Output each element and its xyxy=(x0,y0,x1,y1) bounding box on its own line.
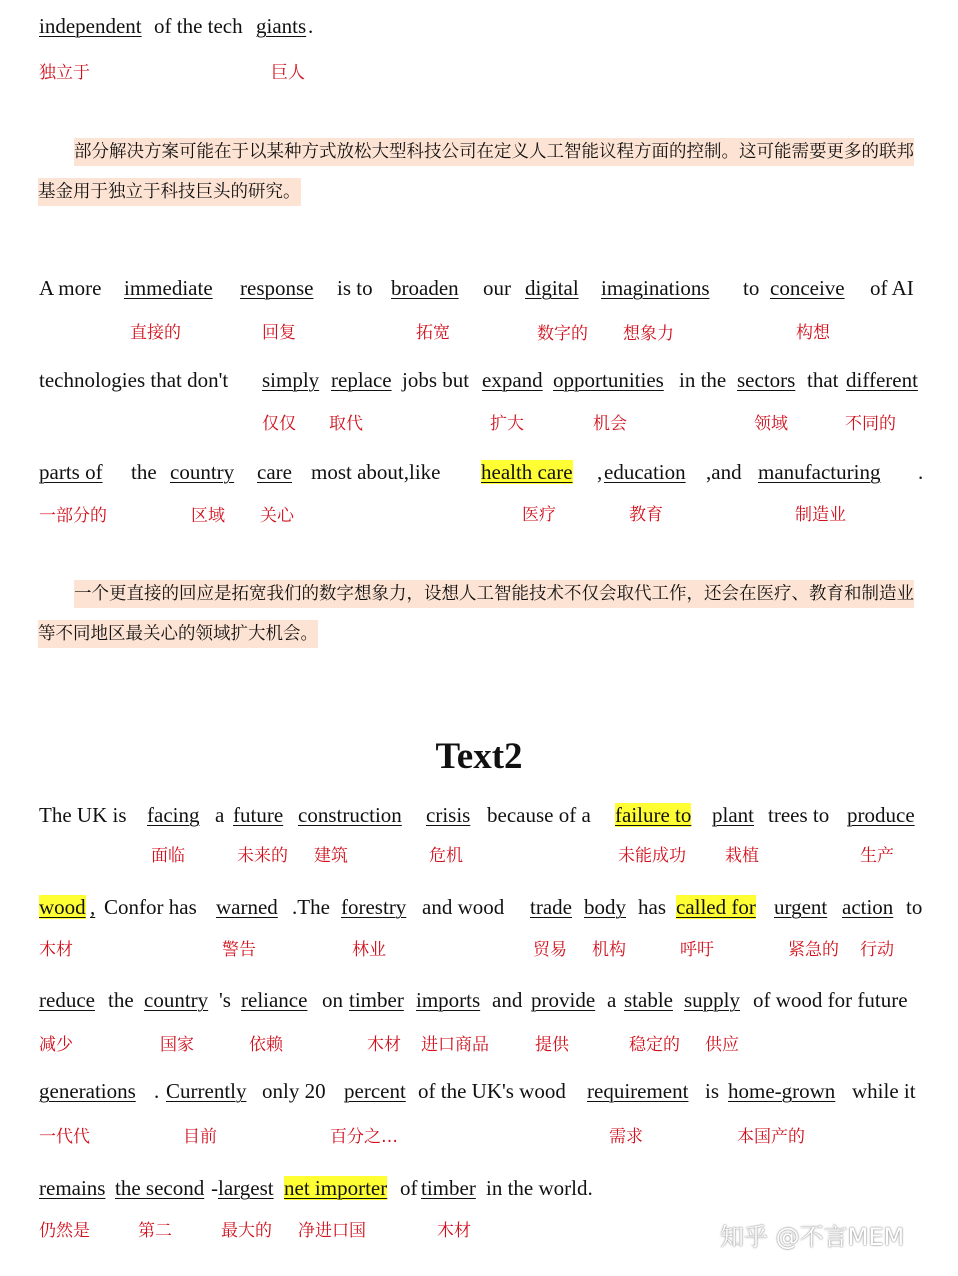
gloss: 构想 xyxy=(796,323,830,343)
word: home-grown xyxy=(728,1079,836,1103)
text: is xyxy=(705,1079,720,1103)
text: 's xyxy=(219,988,231,1012)
text: of the UK's wood xyxy=(418,1079,566,1103)
word: country xyxy=(170,460,235,484)
gloss: 目前 xyxy=(183,1127,217,1147)
text: that xyxy=(807,368,839,392)
text: . xyxy=(918,460,924,484)
gloss: 木材 xyxy=(437,1221,471,1241)
word: giants xyxy=(256,14,307,38)
word: digital xyxy=(525,276,579,300)
gloss: 直接的 xyxy=(130,323,181,343)
word: facing xyxy=(147,803,200,827)
highlighted-word: called for xyxy=(676,895,756,919)
gloss: 危机 xyxy=(429,846,463,866)
gloss: 关心 xyxy=(260,506,294,526)
text: in the world. xyxy=(486,1176,593,1200)
text: a xyxy=(215,803,225,827)
gloss: 减少 xyxy=(39,1035,73,1055)
gloss: 教育 xyxy=(629,505,663,525)
gloss: 取代 xyxy=(329,414,363,434)
gloss: 本国产的 xyxy=(737,1127,805,1147)
chinese-translation-1: 部分解决方案可能在于以某种方式放松大型科技公司在定义人工智能议程方面的控制。这可能需要更多的联邦基金用于独立于科技巨头的研究。 xyxy=(38,132,926,212)
word: warned xyxy=(216,895,278,919)
word: construction xyxy=(298,803,402,827)
text: Confor has xyxy=(104,895,197,919)
gloss: 数字的 xyxy=(537,324,588,344)
word: replace xyxy=(331,368,392,392)
text: and wood xyxy=(422,895,505,919)
word: broaden xyxy=(391,276,459,300)
gloss: 仅仅 xyxy=(262,414,296,434)
word: provide xyxy=(531,988,596,1012)
text: because of a xyxy=(487,803,591,827)
text: . xyxy=(154,1079,160,1103)
gloss: 贸易 xyxy=(533,940,567,960)
text: a xyxy=(607,988,617,1012)
text: the xyxy=(108,988,134,1012)
word: care xyxy=(257,460,292,484)
word: Currently xyxy=(166,1079,247,1103)
gloss: 栽植 xyxy=(725,846,759,866)
text: on xyxy=(322,988,343,1012)
word: opportunities xyxy=(553,368,664,392)
word: stable xyxy=(624,988,673,1012)
gloss: 进口商品 xyxy=(421,1035,489,1055)
text: . xyxy=(308,14,314,38)
gloss: 机构 xyxy=(592,940,626,960)
word: manufacturing xyxy=(758,460,881,484)
text: only 20 xyxy=(262,1079,326,1103)
gloss: 未能成功 xyxy=(618,846,686,866)
gloss: 木材 xyxy=(367,1035,401,1055)
gloss: 制造业 xyxy=(795,505,846,525)
text: The UK is xyxy=(39,803,127,827)
gloss: 扩大 xyxy=(490,414,524,434)
watermark: 知乎 @不言MEM xyxy=(720,1223,905,1251)
gloss: 领域 xyxy=(754,414,788,434)
word: requirement xyxy=(587,1079,689,1103)
text: trees to xyxy=(768,803,830,827)
text: to xyxy=(743,276,760,300)
gloss: 一代代 xyxy=(39,1127,90,1147)
gloss: 行动 xyxy=(860,940,894,960)
gloss: 回复 xyxy=(262,323,296,343)
word: imports xyxy=(416,988,481,1012)
section-title: Text2 xyxy=(435,736,523,777)
gloss: 区域 xyxy=(191,506,225,526)
text: of xyxy=(400,1176,418,1200)
text: while it xyxy=(852,1079,916,1103)
text: jobs but xyxy=(402,368,470,392)
word: the second xyxy=(115,1176,205,1200)
word: reduce xyxy=(39,988,95,1012)
gloss: 建筑 xyxy=(314,846,348,866)
gloss: 未来的 xyxy=(237,846,288,866)
highlighted-word: failure to xyxy=(615,803,692,827)
text: A more xyxy=(39,276,102,300)
gloss: 净进口国 xyxy=(298,1221,366,1241)
text: , xyxy=(597,460,603,484)
gloss: 百分之… xyxy=(330,1127,398,1147)
word: country xyxy=(144,988,209,1012)
gloss: 一部分的 xyxy=(39,506,107,526)
word: generations xyxy=(39,1079,136,1103)
word: produce xyxy=(847,803,915,827)
gloss: 仍然是 xyxy=(39,1221,90,1241)
text: of the tech xyxy=(154,14,243,38)
text: of wood for future xyxy=(753,988,908,1012)
gloss: 警告 xyxy=(222,940,256,960)
word: future xyxy=(233,803,284,827)
word: parts of xyxy=(39,460,103,484)
text: to xyxy=(906,895,923,919)
text: has xyxy=(638,895,666,919)
gloss: 医疗 xyxy=(522,505,556,525)
word: conceive xyxy=(770,276,845,300)
gloss: 第二 xyxy=(138,1221,172,1241)
word: reliance xyxy=(241,988,308,1012)
text: , xyxy=(90,895,96,919)
word: different xyxy=(846,368,918,392)
text: ,and xyxy=(706,460,742,484)
word: trade xyxy=(530,895,572,919)
word: percent xyxy=(344,1079,406,1103)
chinese-translation-2: 一个更直接的回应是拓宽我们的数字想象力，设想人工智能技术不仅会取代工作，还会在医疗、教育和制造业等不同地区最关心的领域扩大机会。 xyxy=(38,574,926,654)
word: urgent xyxy=(774,895,828,919)
gloss: 想象力 xyxy=(623,324,674,344)
word: body xyxy=(584,895,626,919)
gloss: 面临 xyxy=(151,846,185,866)
word: crisis xyxy=(426,803,471,827)
gloss: 提供 xyxy=(535,1035,569,1055)
word: supply xyxy=(684,988,741,1012)
text: the xyxy=(131,460,157,484)
gloss: 国家 xyxy=(160,1035,194,1055)
gloss: 依赖 xyxy=(249,1035,283,1055)
word: education xyxy=(604,460,686,484)
text: our xyxy=(483,276,511,300)
word: imaginations xyxy=(601,276,710,300)
word: sectors xyxy=(737,368,796,392)
gloss: 生产 xyxy=(860,846,894,866)
gloss: 紧急的 xyxy=(788,940,839,960)
text: in the xyxy=(679,368,727,392)
text: technologies that don't xyxy=(39,368,229,392)
text: most about,like xyxy=(311,460,441,484)
text: of AI xyxy=(870,276,914,300)
word: independent xyxy=(39,14,142,38)
word: forestry xyxy=(341,895,407,919)
word: response xyxy=(240,276,314,300)
word: timber xyxy=(421,1176,476,1200)
gloss: 最大的 xyxy=(221,1221,272,1241)
text: - xyxy=(211,1176,218,1200)
highlighted-word: net importer xyxy=(284,1176,388,1200)
gloss: 不同的 xyxy=(845,414,896,434)
gloss: 林业 xyxy=(352,940,386,960)
word: timber xyxy=(349,988,404,1012)
text: and xyxy=(492,988,523,1012)
word: largest xyxy=(218,1176,274,1200)
gloss: 独立于 xyxy=(39,63,90,83)
word: immediate xyxy=(124,276,213,300)
gloss: 拓宽 xyxy=(416,323,450,343)
word: plant xyxy=(712,803,754,827)
gloss: 机会 xyxy=(593,414,627,434)
word: action xyxy=(842,895,894,919)
gloss: 供应 xyxy=(705,1035,739,1055)
gloss: 巨人 xyxy=(271,63,305,83)
gloss: 呼吁 xyxy=(680,940,714,960)
highlighted-word: health care xyxy=(481,460,573,484)
gloss: 稳定的 xyxy=(629,1035,680,1055)
text: .The xyxy=(292,895,330,919)
highlighted-word: wood xyxy=(39,895,86,919)
word: expand xyxy=(482,368,543,392)
word: simply xyxy=(262,368,320,392)
text: is to xyxy=(337,276,373,300)
gloss: 需求 xyxy=(609,1127,643,1147)
word: remains xyxy=(39,1176,106,1200)
gloss: 木材 xyxy=(39,940,73,960)
